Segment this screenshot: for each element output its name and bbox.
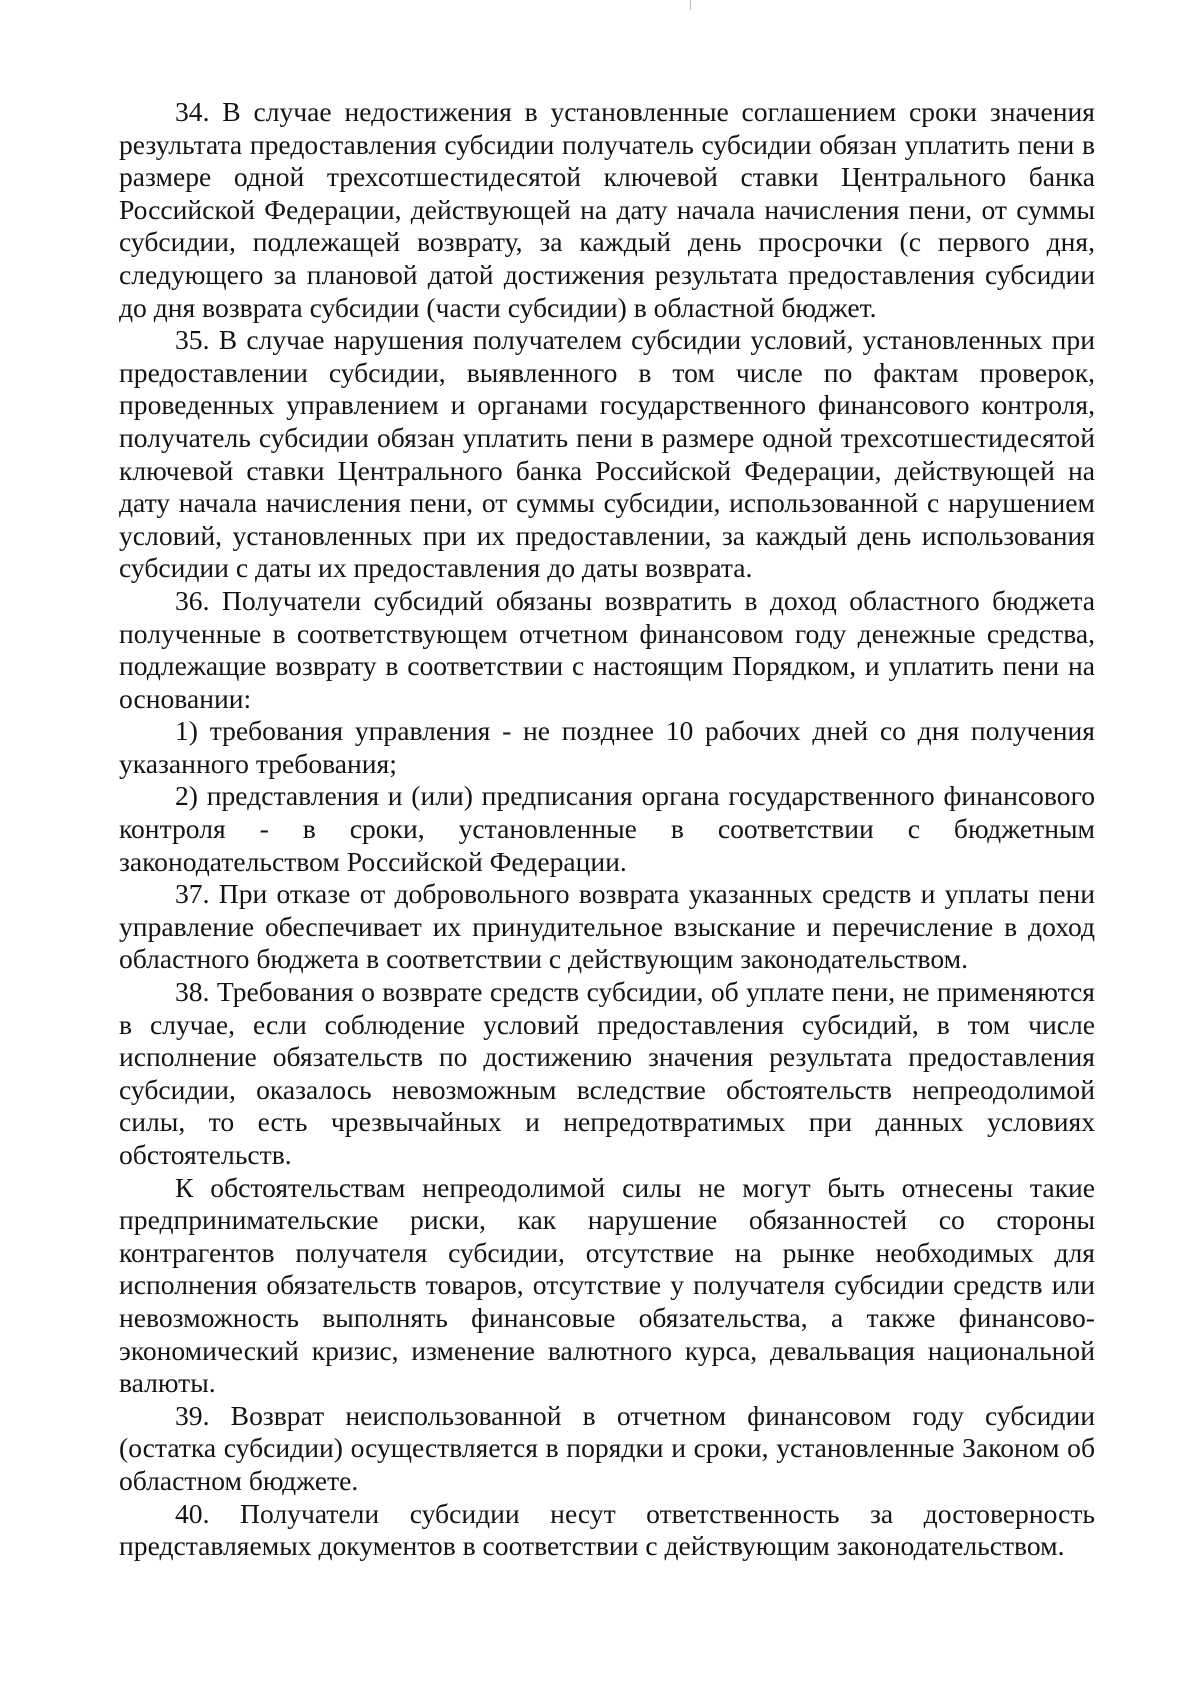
paragraph-34: 34. В случае недостижения в установленные соглашением сроки значения результата предоставления субсидии получатель субсидии обязан уплатить пени в размере одной трехсотшестидесятой ключевой ставки Центрального банка Российской Федерации, действующей на дату начала начисления пени, от суммы субсидии, подлежащей возврату, за каждый день просрочки (с первого дня, следующего за плановой датой достижения результата предоставления субсидии до дня возврата субсидии (части субсидии) в областной бюджет. [119,96,1095,323]
document-body [119,96,1095,1563]
paragraph-38-force-majeure: К обстоятельствам непреодолимой силы не могут быть отнесены такие предпринимательские риски, как нарушение обязанностей со стороны контрагентов получателя субсидии, отсутствие на рынке необходимых для исполнения обязательств товаров, отсутствие у получателя субсидии средств или невозможность выполнять финансовые обязательства, а также финансово-экономический кризис, изменение валютного курса, девальвация национальной валюты. [119,1171,1095,1399]
paragraph-37: 37. При отказе от добровольного возврата указанных средств и уплаты пени управление обеспечивает их принудительное взыскание и перечисление в доход областного бюджета в соответствии с действующим законодательством. [119,878,1095,975]
paragraph-36-item-1: 1) требования управления - не позднее 10 рабочих дней со дня получения указанного требования; [119,715,1095,779]
paragraph-39: 39. Возврат неиспользованной в отчетном финансовом году субсидии (остатка субсидии) осуществляется в порядки и сроки, установленные Законом об областном бюджете. [119,1399,1095,1496]
scan-artifact-line [690,0,691,10]
paragraph-35: 35. В случае нарушения получателем субсидии условий, установленных при предоставлении субсидии, выявленного в том числе по фактам проверок, проведенных управлением и органами государственного финансового контроля, получатель субсидии обязан уплатить пени в размере одной трехсотшестидесятой ключевой ставки Центрального банка Российской Федерации, действующей на дату начала начисления пени, от суммы субсидии, использованной с нарушением условий, установленных при их предоставлении, за каждый день использования субсидии с даты их предоставления до даты возврата. [119,324,1095,584]
paragraph-38: 38. Требования о возврате средств субсидии, об уплате пени, не применяются в случае, если соблюдение условий предоставления субсидий, в том числе исполнение обязательств по достижению значения результата предоставления субсидии, оказалось невозможным вследствие обстоятельств непреодолимой силы, то есть чрезвычайных и непредотвратимых при данных условиях обстоятельств. [119,976,1095,1170]
paragraph-36-item-2: 2) представления и (или) предписания органа государственного финансового контроля - в сроки, установленные в соответствии с бюджетным законодательством Российской Федерации. [119,780,1095,877]
paragraph-36: 36. Получатели субсидий обязаны возвратить в доход областного бюджета полученные в соответствующем отчетном финансовом году денежные средства, подлежащие возврату в соответствии с настоящим Порядком, и уплатить пени на основании: [119,584,1095,714]
paragraph-40: 40. Получатели субсидии несут ответственность за достоверность представляемых документов в соответствии с действующим законодательством. [119,1497,1095,1562]
